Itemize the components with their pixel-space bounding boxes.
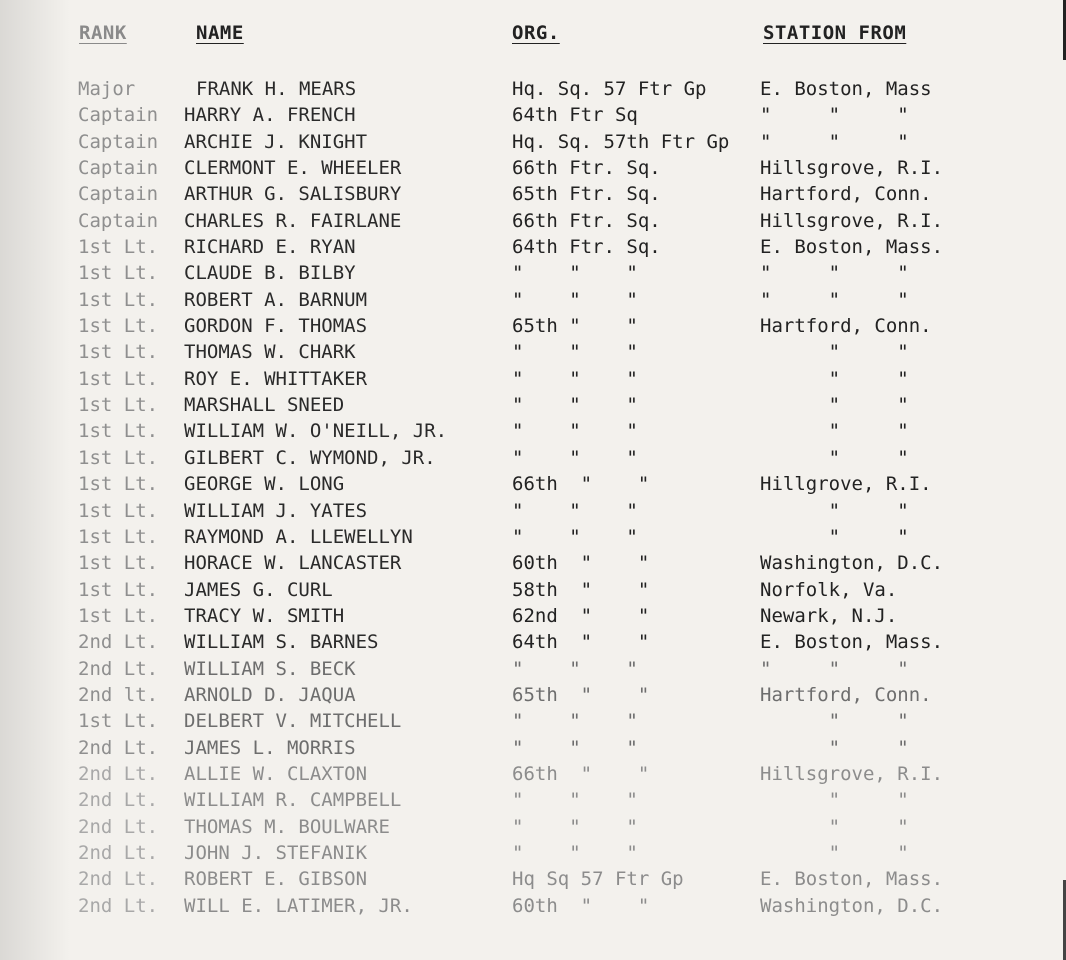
station-cell: " " bbox=[760, 499, 909, 522]
rank-cell: Captain bbox=[78, 157, 159, 180]
org-cell: 64th Ftr Sq bbox=[512, 104, 638, 127]
rank-cell: 1st Lt. bbox=[78, 367, 159, 390]
name-cell: WILLIAM W. O'NEILL, JR. bbox=[184, 420, 448, 443]
name-cell: RAYMOND A. LLEWELLYN bbox=[184, 525, 413, 548]
name-cell: THOMAS W. CHARK bbox=[184, 341, 356, 364]
name-cell: ARTHUR G. SALISBURY bbox=[184, 183, 402, 206]
header-org: ORG. bbox=[512, 22, 560, 44]
name-cell: GEORGE W. LONG bbox=[184, 473, 345, 496]
name-cell: CHARLES R. FAIRLANE bbox=[184, 209, 402, 232]
org-cell: " " " bbox=[512, 525, 638, 548]
table-row bbox=[0, 208, 1066, 234]
org-cell: " " " bbox=[512, 288, 638, 311]
station-cell: " " bbox=[760, 736, 909, 759]
table-row bbox=[0, 234, 1066, 260]
rank-cell: Captain bbox=[78, 209, 159, 232]
rank-cell: 1st Lt. bbox=[78, 420, 159, 443]
rank-cell: 2nd Lt. bbox=[78, 631, 159, 654]
table-row bbox=[0, 629, 1066, 655]
org-cell: 65th Ftr. Sq. bbox=[512, 183, 661, 206]
org-cell: " " " bbox=[512, 341, 638, 364]
station-cell: Newark, N.J. bbox=[760, 604, 898, 627]
table-row bbox=[0, 524, 1066, 550]
org-cell: " " " bbox=[512, 420, 638, 443]
header-rank: RANK bbox=[79, 22, 127, 44]
name-cell: HARRY A. FRENCH bbox=[184, 104, 356, 127]
org-cell: " " " bbox=[512, 657, 638, 680]
name-cell: ROBERT E. GIBSON bbox=[184, 868, 368, 891]
rank-cell: 2nd Lt. bbox=[78, 868, 159, 891]
org-cell: " " " bbox=[512, 789, 638, 812]
header-station-from: STATION FROM bbox=[763, 22, 907, 44]
table-row bbox=[0, 76, 1066, 102]
table-row bbox=[0, 418, 1066, 444]
table-row bbox=[0, 339, 1066, 365]
name-cell: ROY E. WHITTAKER bbox=[184, 367, 368, 390]
table-row bbox=[0, 550, 1066, 576]
table-row bbox=[0, 445, 1066, 471]
org-cell: " " " bbox=[512, 710, 638, 733]
name-cell: ARNOLD D. JAQUA bbox=[184, 683, 356, 706]
rank-cell: 2nd Lt. bbox=[78, 762, 159, 785]
name-cell: THOMAS M. BOULWARE bbox=[184, 815, 390, 838]
name-cell: HORACE W. LANCASTER bbox=[184, 552, 402, 575]
table-row bbox=[0, 893, 1066, 919]
rank-cell: 2nd lt. bbox=[78, 683, 159, 706]
station-cell: Hartford, Conn. bbox=[760, 183, 932, 206]
org-cell: 64th Ftr. Sq. bbox=[512, 236, 661, 259]
station-cell: Hartford, Conn. bbox=[760, 683, 932, 706]
name-cell: CLERMONT E. WHEELER bbox=[184, 157, 402, 180]
rank-cell: 1st Lt. bbox=[78, 499, 159, 522]
station-cell: " " bbox=[760, 446, 909, 469]
station-cell: Washington, D.C. bbox=[760, 552, 944, 575]
table-row bbox=[0, 787, 1066, 813]
table-row bbox=[0, 682, 1066, 708]
org-cell: Hq. Sq. 57th Ftr Gp bbox=[512, 130, 730, 153]
table-row bbox=[0, 866, 1066, 892]
org-cell: " " " bbox=[512, 394, 638, 417]
rank-cell: 2nd Lt. bbox=[78, 789, 159, 812]
rank-cell: 1st Lt. bbox=[78, 288, 159, 311]
org-cell: " " " bbox=[512, 841, 638, 864]
name-cell: WILL E. LATIMER, JR. bbox=[184, 894, 413, 917]
org-cell: Hq. Sq. 57 Ftr Gp bbox=[512, 78, 707, 100]
rank-cell: Captain bbox=[78, 130, 159, 153]
name-cell: WILLIAM R. CAMPBELL bbox=[184, 789, 402, 812]
table-row bbox=[0, 656, 1066, 682]
table-row bbox=[0, 708, 1066, 734]
name-cell: ALLIE W. CLAXTON bbox=[184, 762, 368, 785]
station-cell: Hartford, Conn. bbox=[760, 315, 932, 338]
table-row bbox=[0, 577, 1066, 603]
station-cell: Washington, D.C. bbox=[760, 894, 944, 917]
station-cell: " " bbox=[760, 420, 909, 443]
rank-cell: 1st Lt. bbox=[78, 315, 159, 338]
name-cell: WILLIAM J. YATES bbox=[184, 499, 368, 522]
station-cell: " " " bbox=[760, 130, 909, 153]
org-cell: Hq Sq 57 Ftr Gp bbox=[512, 868, 684, 891]
rank-cell: 1st Lt. bbox=[78, 394, 159, 417]
table-row bbox=[0, 287, 1066, 313]
table-row bbox=[0, 181, 1066, 207]
station-cell: " " bbox=[760, 710, 909, 733]
name-cell: RICHARD E. RYAN bbox=[184, 236, 356, 259]
roster-rows bbox=[0, 76, 1066, 919]
rank-cell: 1st Lt. bbox=[78, 604, 159, 627]
name-cell: GORDON F. THOMAS bbox=[184, 315, 368, 338]
org-cell: " " " bbox=[512, 262, 638, 285]
org-cell: " " " bbox=[512, 815, 638, 838]
station-cell: " " bbox=[760, 525, 909, 548]
name-cell: ROBERT A. BARNUM bbox=[184, 288, 368, 311]
station-cell: " " bbox=[760, 394, 909, 417]
table-row bbox=[0, 392, 1066, 418]
name-cell: JOHN J. STEFANIK bbox=[184, 841, 368, 864]
rank-cell: Major bbox=[78, 78, 136, 100]
station-cell: " " bbox=[760, 789, 909, 812]
rank-cell: 1st Lt. bbox=[78, 525, 159, 548]
station-cell: E. Boston, Mass. bbox=[760, 631, 944, 654]
rank-cell: 1st Lt. bbox=[78, 236, 159, 259]
name-cell: FRANK H. MEARS bbox=[196, 78, 357, 100]
station-cell: " " bbox=[760, 367, 909, 390]
table-row bbox=[0, 155, 1066, 181]
org-cell: " " " bbox=[512, 367, 638, 390]
station-cell: E. Boston, Mass. bbox=[760, 236, 944, 259]
org-cell: 60th " " bbox=[512, 894, 650, 917]
name-cell: GILBERT C. WYMOND, JR. bbox=[184, 446, 436, 469]
rank-cell: 1st Lt. bbox=[78, 341, 159, 364]
org-cell: 65th " " bbox=[512, 315, 638, 338]
table-row bbox=[0, 735, 1066, 761]
table-row bbox=[0, 603, 1066, 629]
org-cell: 66th " " bbox=[512, 762, 650, 785]
name-cell: ARCHIE J. KNIGHT bbox=[184, 130, 368, 153]
table-row bbox=[0, 761, 1066, 787]
name-cell: TRACY W. SMITH bbox=[184, 604, 345, 627]
rank-cell: 2nd Lt. bbox=[78, 894, 159, 917]
rank-cell: 2nd Lt. bbox=[78, 657, 159, 680]
table-row bbox=[0, 102, 1066, 128]
org-cell: " " " bbox=[512, 736, 638, 759]
org-cell: 66th Ftr. Sq. bbox=[512, 209, 661, 232]
station-cell: E. Boston, Mass. bbox=[760, 868, 944, 891]
station-cell: " " " bbox=[760, 262, 909, 285]
name-cell: DELBERT V. MITCHELL bbox=[184, 710, 402, 733]
name-cell: CLAUDE B. BILBY bbox=[184, 262, 356, 285]
table-row bbox=[0, 366, 1066, 392]
header-name: NAME bbox=[196, 22, 244, 44]
name-cell: WILLIAM S. BECK bbox=[184, 657, 356, 680]
station-cell: " " " bbox=[760, 657, 909, 680]
rank-cell: 1st Lt. bbox=[78, 710, 159, 733]
table-row bbox=[0, 471, 1066, 497]
station-cell: " " " bbox=[760, 104, 909, 127]
table-row bbox=[0, 129, 1066, 155]
org-cell: 65th " " bbox=[512, 683, 650, 706]
station-cell: Hillsgrove, R.I. bbox=[760, 762, 944, 785]
table-row bbox=[0, 498, 1066, 524]
rank-cell: 1st Lt. bbox=[78, 473, 159, 496]
station-cell: " " bbox=[760, 815, 909, 838]
station-cell: Hillsgrove, R.I. bbox=[760, 157, 944, 180]
table-row bbox=[0, 313, 1066, 339]
rank-cell: 1st Lt. bbox=[78, 552, 159, 575]
rank-cell: Captain bbox=[78, 183, 159, 206]
table-row bbox=[0, 260, 1066, 286]
org-cell: " " " bbox=[512, 499, 638, 522]
rank-cell: 2nd Lt. bbox=[78, 736, 159, 759]
org-cell: " " " bbox=[512, 446, 638, 469]
table-row bbox=[0, 814, 1066, 840]
station-cell: Hillsgrove, R.I. bbox=[760, 209, 944, 232]
rank-cell: 2nd Lt. bbox=[78, 841, 159, 864]
rank-cell: 1st Lt. bbox=[78, 446, 159, 469]
station-cell: " " bbox=[760, 341, 909, 364]
name-cell: MARSHALL SNEED bbox=[184, 394, 345, 417]
rank-cell: 2nd Lt. bbox=[78, 815, 159, 838]
rank-cell: Captain bbox=[78, 104, 159, 127]
rank-cell: 1st Lt. bbox=[78, 578, 159, 601]
org-cell: 64th " " bbox=[512, 631, 650, 654]
org-cell: 60th " " bbox=[512, 552, 650, 575]
table-row bbox=[0, 840, 1066, 866]
org-cell: 58th " " bbox=[512, 578, 650, 601]
station-cell: Norfolk, Va. bbox=[760, 578, 898, 601]
org-cell: 62nd " " bbox=[512, 604, 650, 627]
station-cell: E. Boston, Mass bbox=[760, 78, 932, 100]
name-cell: WILLIAM S. BARNES bbox=[184, 631, 379, 654]
name-cell: JAMES L. MORRIS bbox=[184, 736, 356, 759]
station-cell: Hillgrove, R.I. bbox=[760, 473, 932, 496]
name-cell: JAMES G. CURL bbox=[184, 578, 333, 601]
station-cell: " " " bbox=[760, 288, 909, 311]
org-cell: 66th Ftr. Sq. bbox=[512, 157, 661, 180]
rank-cell: 1st Lt. bbox=[78, 262, 159, 285]
station-cell: " " bbox=[760, 841, 909, 864]
org-cell: 66th " " bbox=[512, 473, 650, 496]
